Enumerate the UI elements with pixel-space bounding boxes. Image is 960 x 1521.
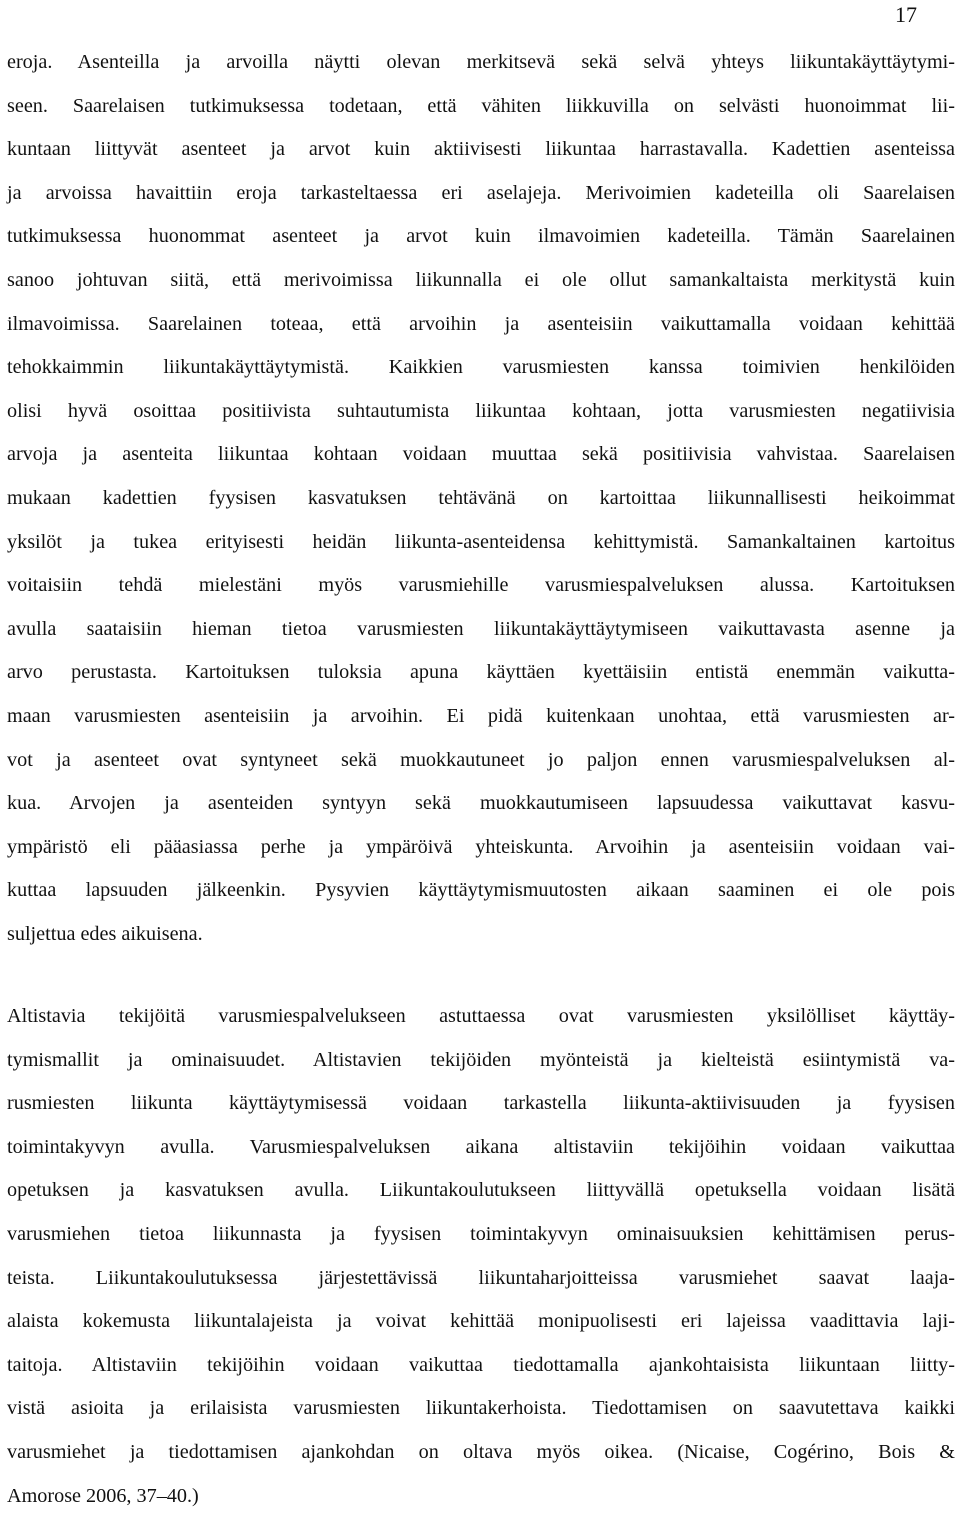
text-line: voitaisiin tehdä mielestäni myös varusmiehille varusmiespalveluksen alussa. Kartoituksen bbox=[7, 574, 955, 597]
text-line: varusmiehen tietoa liikunnasta ja fyysisen toimintakyvyn ominaisuuksien kehittämisen perus- bbox=[7, 1222, 955, 1245]
text-line: alaista kokemusta liikuntalajeista ja voivat kehittää monipuolisesti eri lajeissa vaadittavia laji- bbox=[7, 1310, 955, 1333]
text-line: mukaan kadettien fyysisen kasvatuksen tehtävänä on kartoittaa liikunnallisesti heikoimmat bbox=[7, 486, 955, 509]
text-line: suljettua edes aikuisena. bbox=[7, 922, 203, 945]
text-line: kuntaan liittyvät asenteet ja arvot kuin aktiivisesti liikuntaa harrastavalla. Kadettien asenteissa bbox=[7, 138, 955, 161]
text-line: taitoja. Altistaviin tekijöihin voidaan vaikuttaa tiedottamalla ajankohtaisista liikuntaan liitty- bbox=[7, 1353, 955, 1376]
text-line: seen. Saarelaisen tutkimuksessa todetaan, että vähiten liikkuvilla on selvästi huonoimmat lii- bbox=[7, 94, 955, 117]
text-line: teista. Liikuntakoulutuksessa järjestettävissä liikuntaharjoitteissa varusmiehet saavat laaja- bbox=[7, 1266, 955, 1289]
text-line: ympäristö eli pääasiassa perhe ja ympäröivä yhteiskunta. Arvoihin ja asenteisiin voidaan vai- bbox=[7, 835, 955, 858]
text-line: tehokkaimmin liikuntakäyttäytymistä. Kaikkien varusmiesten kanssa toimivien henkilöiden bbox=[7, 356, 955, 379]
text-line: olisi hyvä osoittaa positiivista suhtautumista liikuntaa kohtaan, jotta varusmiesten negatiivisia bbox=[7, 399, 955, 422]
text-line: varusmiehet ja tiedottamisen ajankohdan on oltava myös oikea. (Nicaise, Cogérino, Bois & bbox=[7, 1440, 955, 1463]
text-line: eroja. Asenteilla ja arvoilla näytti olevan merkitsevä sekä selvä yhteys liikuntakäyttäytymi- bbox=[7, 51, 955, 73]
text-line: ja arvoissa havaittiin eroja tarkasteltaessa eri aselajeja. Merivoimien kadeteilla oli Saarelaisen bbox=[7, 181, 955, 204]
text-line: yksilöt ja tukea erityisesti heidän liikunta-asenteidensa kehittymistä. Samankaltainen kartoitus bbox=[7, 530, 955, 553]
text-line: avulla saataisiin hieman tietoa varusmiesten liikuntakäyttäytymiseen vaikuttavasta asenne ja bbox=[7, 617, 955, 640]
text-line: tutkimuksessa huonommat asenteet ja arvot kuin ilmavoimien kadeteilla. Tämän Saarelainen bbox=[7, 225, 955, 248]
text-line: opetuksen ja kasvatuksen avulla. Liikuntakoulutukseen liittyvällä opetuksella voidaan lisätä bbox=[7, 1179, 955, 1202]
text-line: vot ja asenteet ovat syntyneet sekä muokkautuneet jo paljon ennen varusmiespalveluksen al- bbox=[7, 748, 955, 771]
text-line: vistä asioita ja erilaisista varusmiesten liikuntakerhoista. Tiedottamisen on saavutettava kaikki bbox=[7, 1397, 955, 1420]
body-paragraph-1 bbox=[7, 41, 955, 956]
text-line: ilmavoimissa. Saarelainen toteaa, että arvoihin ja asenteisiin vaikuttamalla voidaan kehittää bbox=[7, 312, 955, 335]
text-line: arvo perustasta. Kartoituksen tuloksia apuna käyttäen kyettäisiin entistä enemmän vaikutta- bbox=[7, 661, 955, 684]
text-line: Altistavia tekijöitä varusmiespalvelukseen astuttaessa ovat varusmiesten yksilölliset käyttäy- bbox=[7, 1005, 955, 1027]
text-line: toimintakyvyn avulla. Varusmiespalveluksen aikana altistaviin tekijöihin voidaan vaikuttaa bbox=[7, 1135, 955, 1158]
text-line: rusmiesten liikunta käyttäytymisessä voidaan tarkastella liikunta-aktiivisuuden ja fyysisen bbox=[7, 1092, 955, 1115]
text-line: Amorose 2006, 37–40.) bbox=[7, 1484, 199, 1507]
body-paragraph-2 bbox=[7, 995, 955, 1518]
text-line: tymismallit ja ominaisuudet. Altistavien tekijöiden myönteistä ja kielteistä esiintymistä va- bbox=[7, 1048, 955, 1071]
page-number: 17 bbox=[895, 2, 917, 27]
text-line: kua. Arvojen ja asenteiden syntyyn sekä muokkautumiseen lapsuudessa vaikuttavat kasvu- bbox=[7, 792, 955, 815]
text-line: kuttaa lapsuuden jälkeenkin. Pysyvien käyttäytymismuutosten aikaan saaminen ei ole pois bbox=[7, 879, 955, 902]
text-line: arvoja ja asenteita liikuntaa kohtaan voidaan muuttaa sekä positiivisia vahvistaa. Saarelaisen bbox=[7, 443, 955, 466]
text-line: sanoo johtuvan siitä, että merivoimissa liikunnalla ei ole ollut samankaltaista merkitystä kuin bbox=[7, 268, 955, 291]
text-line: maan varusmiesten asenteisiin ja arvoihin. Ei pidä kuitenkaan unohtaa, että varusmiesten ar- bbox=[7, 704, 955, 727]
